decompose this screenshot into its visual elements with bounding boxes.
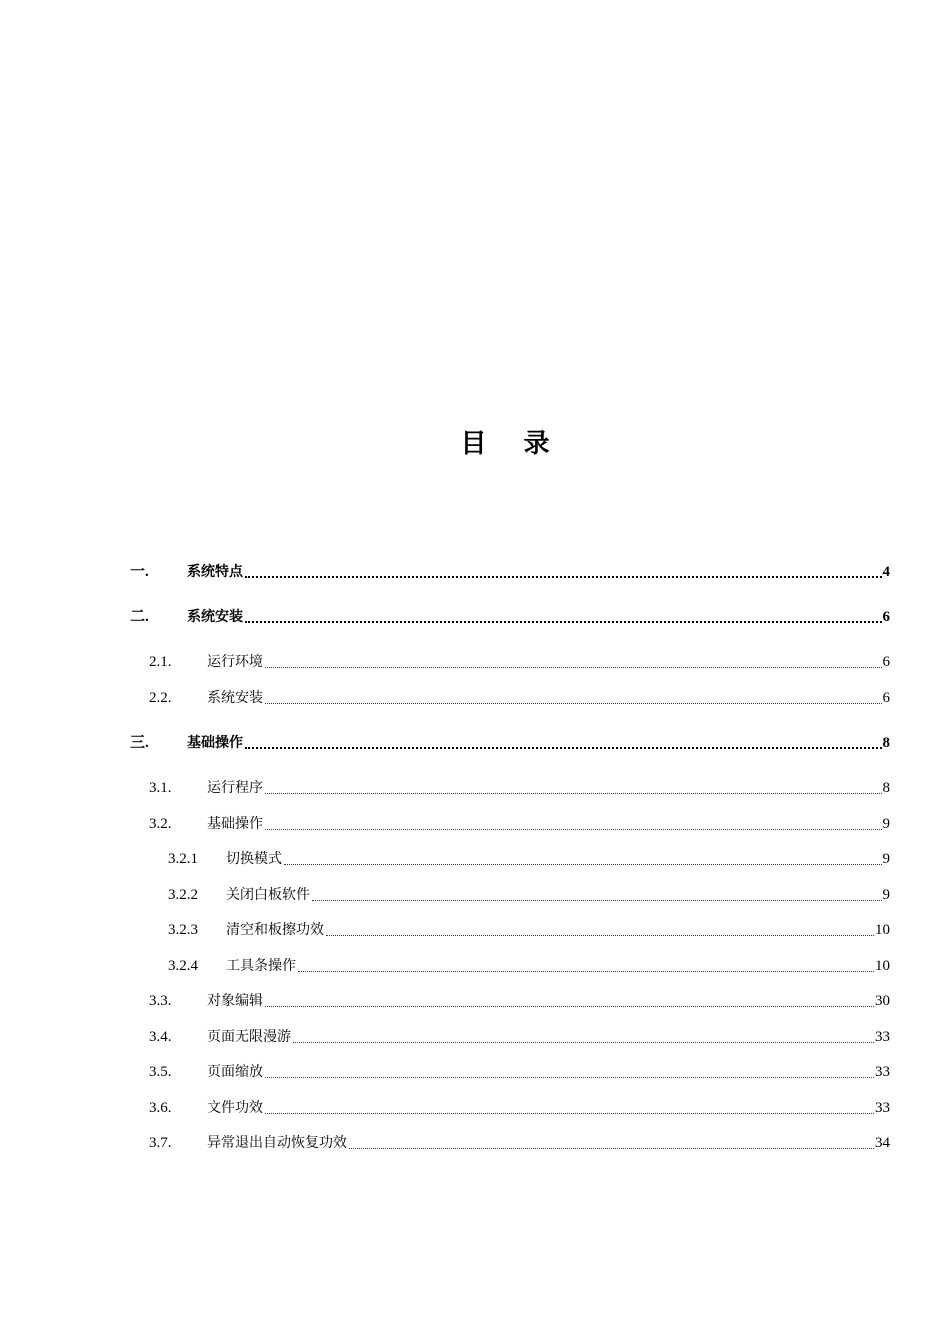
dot-leader (265, 703, 882, 704)
toc-entry[interactable] (0, 954, 890, 978)
toc-entry-label: 系统安装 (187, 609, 243, 625)
toc-entry-label: 基础操作 (187, 735, 243, 751)
dot-leader (298, 971, 874, 972)
toc-entry-label: 页面缩放 (207, 1064, 263, 1080)
toc-entry-line (187, 733, 890, 753)
toc-entry[interactable] (0, 1131, 890, 1155)
dot-leader (245, 576, 882, 578)
dot-leader (245, 747, 882, 749)
toc-entry-line (207, 688, 890, 708)
dot-leader (265, 667, 882, 668)
dot-leader (312, 900, 882, 901)
toc-entry-page-number: 33 (875, 1064, 890, 1080)
toc-entry-line (207, 778, 890, 798)
toc-entry-number: 三. (130, 735, 149, 751)
toc-entry-label: 切换模式 (226, 851, 282, 867)
toc-entry-page-number: 4 (882, 564, 890, 580)
dot-leader (265, 1077, 874, 1078)
toc-entry-number: 2.2. (149, 690, 172, 706)
toc-entry-number: 3.2.2 (168, 887, 198, 903)
toc-entry-line (207, 652, 890, 672)
toc-entry[interactable] (0, 918, 890, 942)
toc-entry-number: 3.5. (149, 1064, 172, 1080)
toc-entry-label: 系统安装 (207, 690, 263, 706)
dot-leader (245, 621, 882, 623)
toc-entry-label: 页面无限漫游 (207, 1029, 291, 1045)
toc-entry-page-number: 34 (875, 1135, 890, 1151)
toc-entry-label: 对象编辑 (207, 993, 263, 1009)
toc-entry-line (187, 562, 890, 582)
dot-leader (265, 829, 882, 830)
toc-entry-line (226, 849, 890, 869)
toc-entry-line (226, 956, 890, 976)
toc-entry-label: 运行程序 (207, 780, 263, 796)
toc-entry-number: 3.2.3 (168, 922, 198, 938)
toc-entry-page-number: 9 (882, 816, 890, 832)
toc-entry-label: 关闭白板软件 (226, 887, 310, 903)
toc-entry-line (226, 920, 890, 940)
toc-entry[interactable] (0, 731, 890, 755)
toc-entry-page-number: 10 (875, 958, 890, 974)
toc-entry[interactable] (0, 605, 890, 629)
toc-entry-number: 二. (130, 609, 149, 625)
toc-entry[interactable] (0, 989, 890, 1013)
toc-entry[interactable] (0, 1025, 890, 1049)
dot-leader (284, 864, 882, 865)
toc-entry-line (226, 885, 890, 905)
toc-entry-line (207, 1098, 890, 1118)
toc-entry[interactable] (0, 1096, 890, 1120)
toc-entry-page-number: 10 (875, 922, 890, 938)
toc-title: 目 录 (460, 429, 564, 459)
toc-entry-number: 3.2.1 (168, 851, 198, 867)
toc-entry-line (187, 607, 890, 627)
toc-entry-label: 清空和板擦功效 (226, 922, 324, 938)
toc-entry-page-number: 6 (882, 690, 890, 706)
toc-entry-number: 3.3. (149, 993, 172, 1009)
toc-entry-label: 运行环境 (207, 654, 263, 670)
dot-leader (349, 1148, 874, 1149)
toc-entry[interactable] (0, 1060, 890, 1084)
toc-entry[interactable] (0, 560, 890, 584)
toc-entry[interactable] (0, 776, 890, 800)
toc-entry-number: 3.6. (149, 1100, 172, 1116)
dot-leader (293, 1042, 874, 1043)
toc-entry-line (207, 991, 890, 1011)
toc-entry-line (207, 1062, 890, 1082)
toc-entry-number: 3.4. (149, 1029, 172, 1045)
toc-entry-page-number: 9 (882, 887, 890, 903)
toc-entry-page-number: 8 (882, 735, 890, 751)
toc-entry-label: 文件功效 (207, 1100, 263, 1116)
toc-entry-page-number: 9 (882, 851, 890, 867)
toc-entry[interactable] (0, 883, 890, 907)
toc-entry-number: 3.1. (149, 780, 172, 796)
toc-entry-label: 工具条操作 (226, 958, 296, 974)
toc-entry-page-number: 6 (882, 654, 890, 670)
toc-entry[interactable] (0, 650, 890, 674)
toc-entry-number: 3.7. (149, 1135, 172, 1151)
toc-entry-number: 3.2.4 (168, 958, 198, 974)
toc-entry-number: 2.1. (149, 654, 172, 670)
toc-entry[interactable] (0, 686, 890, 710)
toc-entry-label: 系统特点 (187, 564, 243, 580)
toc-entry-line (207, 1133, 890, 1153)
toc-entry[interactable] (0, 812, 890, 836)
toc-entry-page-number: 30 (875, 993, 890, 1009)
toc-entry-line (207, 814, 890, 834)
toc-entry-page-number: 8 (882, 780, 890, 796)
toc-entry-page-number: 6 (882, 609, 890, 625)
dot-leader (265, 793, 882, 794)
toc-entry-page-number: 33 (875, 1029, 890, 1045)
dot-leader (265, 1113, 874, 1114)
dot-leader (265, 1006, 874, 1007)
toc-entry-number: 一. (130, 564, 149, 580)
dot-leader (326, 935, 874, 936)
toc-entry-label: 异常退出自动恢复功效 (207, 1135, 347, 1151)
toc-entry-number: 3.2. (149, 816, 172, 832)
toc-entry[interactable] (0, 847, 890, 871)
toc-entry-line (207, 1027, 890, 1047)
toc-entry-page-number: 33 (875, 1100, 890, 1116)
toc-entry-label: 基础操作 (207, 816, 263, 832)
